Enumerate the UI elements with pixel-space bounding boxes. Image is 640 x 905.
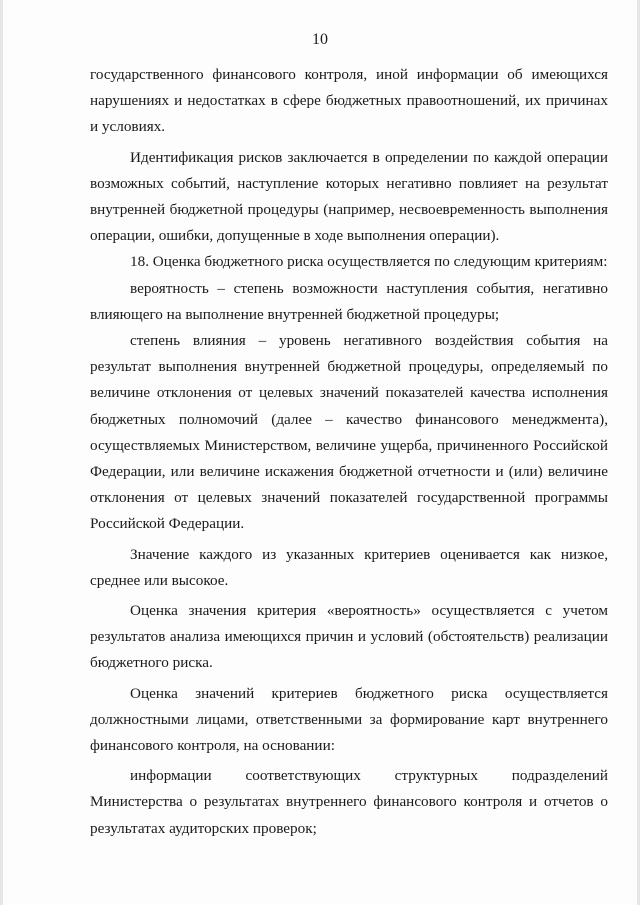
paragraph: Оценка значения критерия «вероятность» осуществляется с учетом результатов анализа имеющихся причин и условий (обстоятельств) реализации бюджетного риска. — [90, 602, 608, 672]
paragraph: вероятность – степень возможности наступления события, негативно влияющего на выполнение внутренней бюджетной процедуры; — [90, 279, 608, 323]
paragraph: информации соответствующих структурных подразделений Министерства о результатах внутреннего финансового контроля и отчетов о результатах аудиторских проверок; — [90, 767, 608, 837]
paragraph: Оценка значений критериев бюджетного риска осуществляется должностными лицами, ответственными за формирование карт внутреннего финансового контроля, на основании: — [90, 684, 608, 755]
document-body — [90, 62, 608, 842]
paragraph: Идентификация рисков заключается в определении по каждой операции возможных событий, наступление которых негативно повлияет на результат внутренней бюджетной процедуры (например, несвоевременность выполнения операции, ошибки, допущенные в ходе выполнения операции). — [90, 148, 608, 245]
paragraph: государственного финансового контроля, иной информации об имеющихся нарушениях и недостатках в сфере бюджетных правоотношений, их причинах и условиях. — [90, 66, 608, 136]
paragraph: степень влияния – уровень негативного воздействия события на результат выполнения внутренней бюджетной процедуры, определяемый по величине отклонения от целевых значений показателей качества исполнения бюджетных полномочий (далее – качество финансового менеджмента), осуществляемых Министерством, величине ущерба, причиненного Российской Федерации, или величине искажения бюджетной отчетности и (или) величине отклонения от целевых значений показателей государственной программы Российской Федерации. — [90, 332, 608, 533]
paragraph: 18. Оценка бюджетного риска осуществляется по следующим критериям: — [130, 253, 608, 271]
page-number: 10 — [312, 31, 328, 48]
scan-edge-left — [0, 0, 3, 905]
paragraph: Значение каждого из указанных критериев оценивается как низкое, среднее или высокое. — [90, 545, 608, 589]
